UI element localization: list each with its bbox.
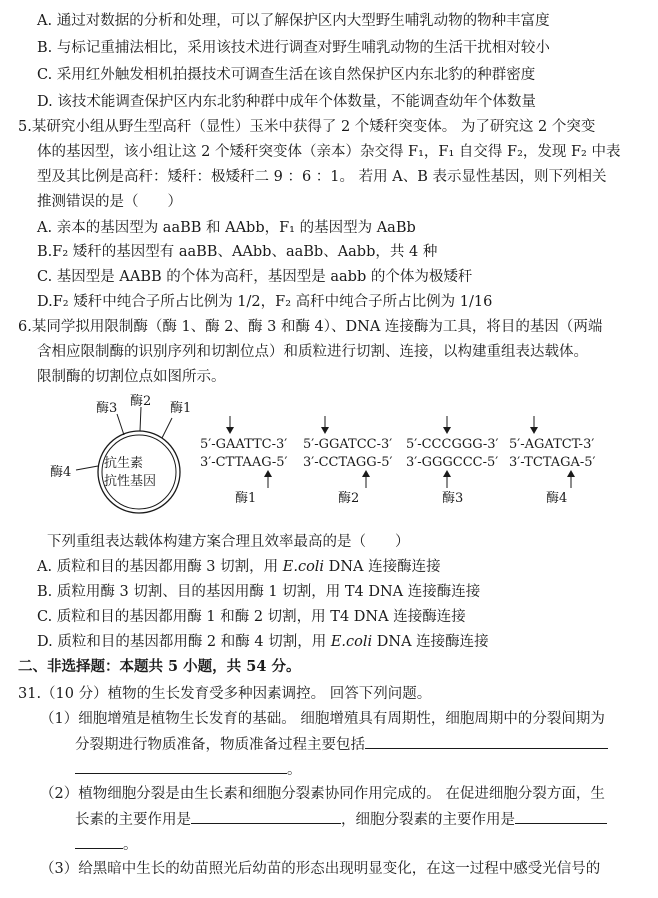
enzyme4-label: 酶4 [546,491,568,506]
q31-part1-line3: 。 [75,760,302,779]
section-heading: 二、非选择题：本题共 5 小题，共 54 分。 [18,658,301,675]
plasmid-circle [98,431,180,513]
q4-option-d: D. 该技术能调查保护区内东北豹种群中成年个体数量，不能调查幼年个体数量 [37,94,536,110]
q31-part3-line1: （3）给黑暗中生长的幼苗照光后幼苗的形态出现明显变化，在这一过程中感受光信号的 [40,861,601,877]
enzyme2-bottom-strand: 3′-CCTAGG-5′ [303,455,393,470]
q6-option-d: D. 质粒和目的基因都用酶 2 和酶 4 切割，用 E.coli DNA 连接酶连接 [37,634,489,650]
q6-question: 下列重组表达载体构建方案合理且效率最高的是（ ） [47,534,410,550]
pointer-enzyme1 [162,418,172,438]
q4-option-a: A. 通过对数据的分析和处理，可以了解保护区内大型野生哺乳动物的物种丰富度 [37,13,550,29]
plasmid-label-enzyme3: 酶3 [96,401,118,416]
q5-stem-line3: 型及其比例是高秆：矮秆：极矮秆二 9 ：6 ：1。 若用 A、B 表示显性基因，则下列相关 [37,169,607,185]
enzyme3-label: 酶3 [442,491,464,506]
q31-part2-line3: 。 [75,835,138,854]
q6-stem-line2: 含相应限制酶的识别序列和切割位点）和质粒进行切割、连接，以构建重组表达载体。 [37,344,588,360]
enzyme1-bottom-strand: 3′-CTTAAG-5′ [200,455,288,470]
plasmid-label-enzyme2: 酶2 [130,394,152,409]
plasmid-label-enzyme4: 酶4 [50,465,72,480]
answer-blank-1b[interactable] [75,760,287,774]
q5-option-b: B.F₂ 矮秆的基因型有 aaBB、AAbb、aaBb、Aabb，共 4 种 [37,244,438,260]
q6-option-c: C. 质粒和目的基因都用酶 1 和酶 2 切割，用 T4 DNA 连接酶连接 [37,609,466,625]
q31-part1-line2: 分裂期进行物质准备，物质准备过程主要包括 [75,735,608,754]
q6-option-b: B. 质粒用酶 3 切割、目的基因用酶 1 切割，用 T4 DNA 连接酶连接 [37,584,481,600]
enzyme1-top-strand: 5′-GAATTC-3′ [200,437,288,452]
enzyme4-top-strand: 5′-AGATCT-3′ [509,437,595,452]
q6-stem-line1: 6.某同学拟用限制酶（酶 1、酶 2、酶 3 和酶 4）、DNA 连接酶为工具，将目的基因（两端 [18,319,603,335]
enzyme2-site [303,416,393,506]
plasmid-label-enzyme1: 酶1 [170,401,192,416]
pointer-enzyme4 [76,466,98,470]
pointer-enzyme3 [117,414,124,435]
q5-stem-line2: 体的基因型，该小组让这 2 个矮秆突变体（亲本）杂交得 F₁，F₁ 自交得 F₂，发现 F₂ 中表 [37,144,621,160]
q31-part2-line1: （2）植物细胞分裂是由生长素和细胞分裂素协同作用完成的。 在促进细胞分裂方面，生 [40,786,605,802]
q4-option-b: B. 与标记重捕法相比，采用该技术进行调查对野生哺乳动物的生活干扰相对较小 [37,40,550,56]
plasmid-inner-circle [102,435,176,509]
pointer-enzyme2 [140,407,141,431]
q6-option-a: A. 质粒和目的基因都用酶 3 切割，用 E.coli DNA 连接酶连接 [37,559,441,575]
q5-option-d: D.F₂ 矮秆中纯合子所占比例为 1/2，F₂ 高秆中纯合子所占比例为 1/16 [37,294,493,310]
plasmid-gene-label-1: 抗生素 [104,456,144,471]
q5-option-c: C. 基因型是 AABB 的个体为高秆，基因型是 aabb 的个体为极矮秆 [37,269,473,285]
q31-stem: 31.（10 分）植物的生长发育受多种因素调控。 回答下列问题。 [18,686,432,702]
q5-option-a: A. 亲本的基因型为 aaBB 和 AAbb，F₁ 的基因型为 AaBb [37,220,416,236]
enzyme2-top-strand: 5′-GGATCC-3′ [303,437,393,452]
restriction-enzyme-figure [0,392,658,522]
answer-blank-1a[interactable] [365,735,608,749]
enzyme2-label: 酶2 [338,491,360,506]
answer-blank-2c[interactable] [75,835,123,849]
enzyme4-bottom-strand: 3′-TCTAGA-5′ [509,455,596,470]
enzyme3-site [406,416,499,506]
q31-part2-line2: 长素的主要作用是 ，细胞分裂素的主要作用是 [75,810,607,829]
enzyme1-site [200,416,288,506]
q31-part1-line1: （1）细胞增殖是植物生长发育的基础。 细胞增殖具有周期性，细胞周期中的分裂间期为 [40,711,605,727]
answer-blank-2a[interactable] [191,810,341,824]
enzyme4-site [509,416,596,506]
q4-option-c: C. 采用红外触发相机拍摄技术可调查生活在该自然保护区内东北豹的种群密度 [37,67,536,83]
plasmid-gene-label-2: 抗性基因 [104,474,157,489]
enzyme1-label: 酶1 [235,491,257,506]
enzyme3-bottom-strand: 3′-GGGCCC-5′ [406,455,499,470]
enzyme3-top-strand: 5′-CCCGGG-3′ [406,437,499,452]
q5-stem-line1: 5.某研究小组从野生型高秆（显性）玉米中获得了 2 个矮秆突变体。 为了研究这 2 个突变 [18,119,596,135]
q6-stem-line3: 限制酶的切割位点如图所示。 [37,369,226,385]
answer-blank-2b[interactable] [515,810,607,824]
q5-stem-line4: 推测错误的是（ ） [37,194,182,210]
